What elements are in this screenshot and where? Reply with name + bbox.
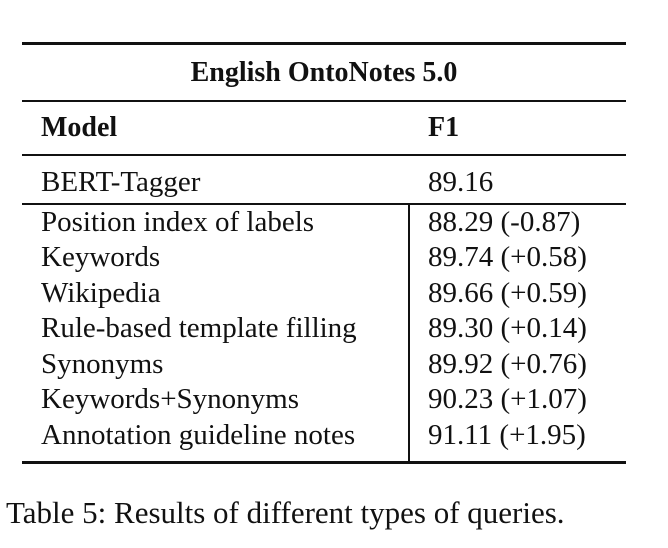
row-model: Keywords+Synonyms [41,383,300,416]
row-f1: 89.74 (+0.58) [428,241,587,274]
baseline-row [22,156,626,203]
table-row [22,311,626,347]
row-f1: 90.23 (+1.07) [428,383,587,416]
row-model: Rule-based template filling [41,312,357,345]
row-model: Position index of labels [41,205,315,238]
dataset-title: English OntoNotes 5.0 [190,57,458,88]
table-row [22,418,626,454]
results-table [22,42,626,464]
table-caption: Table 5: Results of different types of queries. [6,495,565,530]
row-f1: 89.66 (+0.59) [428,276,587,309]
row-f1: 89.92 (+0.76) [428,347,587,380]
row-model: Wikipedia [41,276,161,309]
column-divider [408,205,410,462]
row-model: Keywords [41,241,161,274]
table-row [22,240,626,276]
table-row [22,276,626,312]
table-header-row [22,102,626,154]
table-row [22,347,626,383]
baseline-model: BERT-Tagger [41,166,201,198]
row-model: Synonyms [41,347,164,380]
query-rows [22,205,626,462]
column-header-f1: F1 [428,112,460,143]
row-f1: 89.30 (+0.14) [428,312,587,345]
table-bottom-rule [22,461,626,464]
row-f1: 91.11 (+1.95) [428,418,586,451]
row-f1: 88.29 (-0.87) [428,205,581,238]
table-row [22,382,626,418]
table-row [22,205,626,241]
baseline-f1: 89.16 [428,166,494,198]
column-header-model: Model [41,112,118,143]
row-model: Annotation guideline notes [41,418,356,451]
